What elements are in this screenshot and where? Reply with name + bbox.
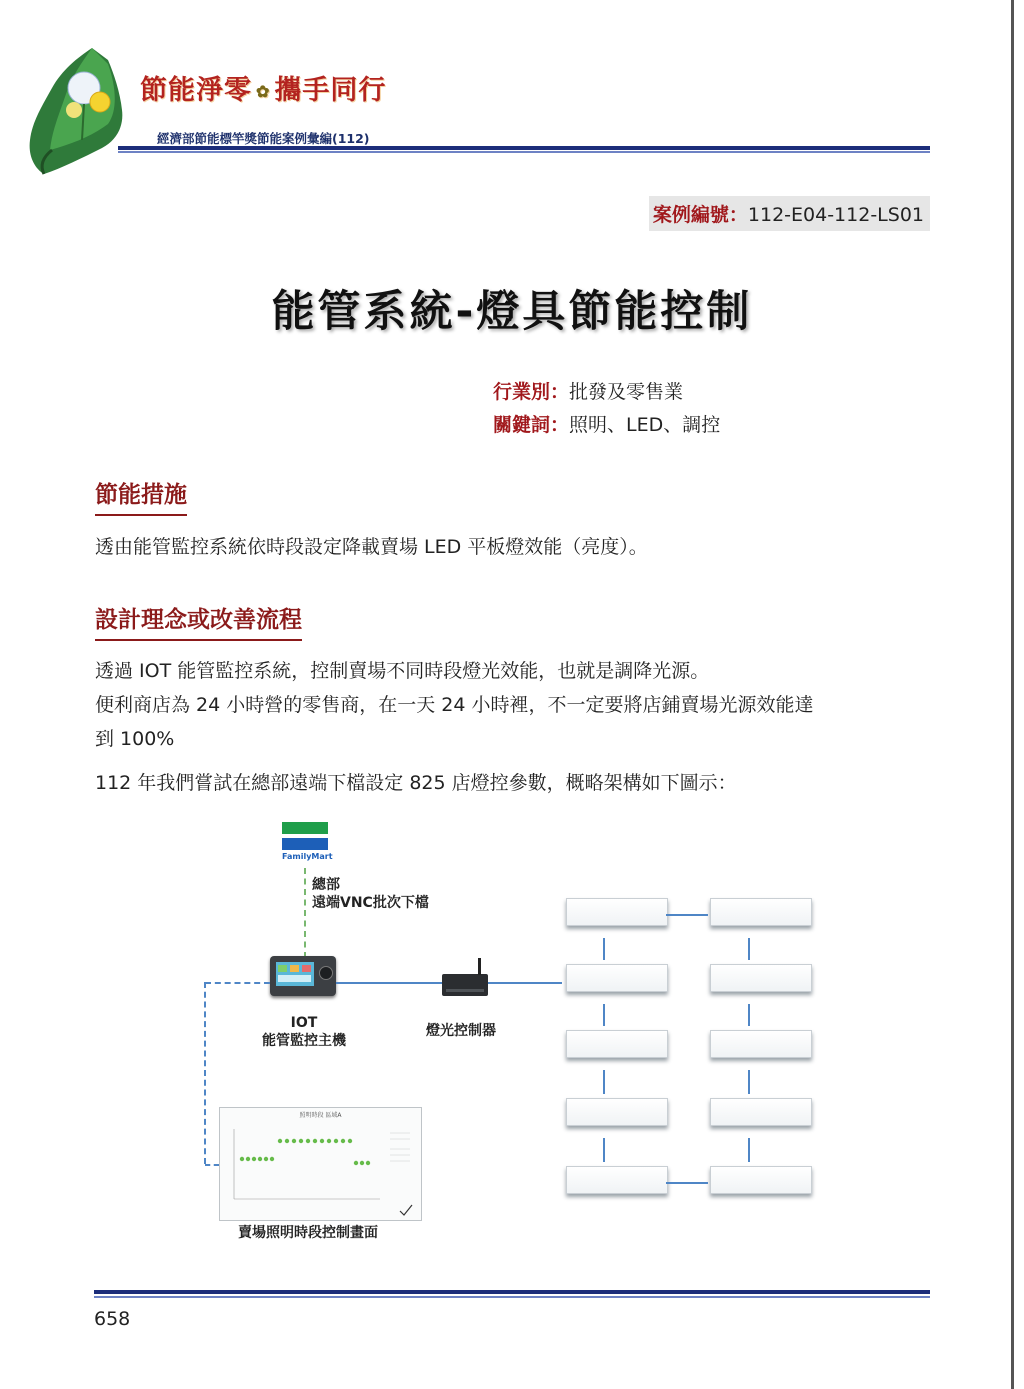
iot-label bbox=[255, 1014, 353, 1050]
panel-link bbox=[603, 1004, 605, 1026]
footer-rule bbox=[94, 1290, 930, 1294]
section-heading-design: 設計理念或改善流程 bbox=[95, 601, 302, 641]
document-title: 能管系統-燈具節能控制 bbox=[271, 287, 753, 337]
led-panel bbox=[566, 898, 666, 930]
header-rule-secondary bbox=[118, 151, 930, 153]
header-title-right: 攜手同行 bbox=[274, 75, 387, 106]
control-screen-title: 照明時段 區域A bbox=[299, 1112, 342, 1119]
taiwan-dandelion-logo bbox=[22, 40, 162, 180]
led-panel bbox=[710, 1166, 810, 1198]
header-title-left: 節能淨零 bbox=[140, 75, 252, 106]
familymart-logo bbox=[282, 822, 333, 866]
keywords-value: 照明、LED、調控 bbox=[569, 414, 721, 436]
antenna-icon bbox=[478, 958, 481, 975]
led-panel bbox=[566, 1030, 666, 1062]
led-panel bbox=[566, 1098, 666, 1130]
industry-line bbox=[493, 377, 683, 404]
measures-body: 透由能管監控系統依時段設定降載賣場 LED 平板燈效能（亮度）。 bbox=[95, 536, 648, 558]
iot-label-line1: IOT bbox=[290, 1015, 318, 1031]
host-screen-link-vertical bbox=[204, 982, 206, 1164]
case-number-box bbox=[649, 196, 930, 231]
controller-panels-link bbox=[488, 982, 562, 984]
led-panel bbox=[566, 964, 666, 996]
design-line-2: 便利商店為 24 小時營的零售商，在一天 24 小時裡，不一定要將店鋪賣場光源效能達 bbox=[95, 694, 814, 716]
iot-host-device bbox=[270, 956, 336, 996]
speaker-icon bbox=[319, 966, 333, 980]
panel-link bbox=[603, 938, 605, 960]
header-subtitle: 經濟部節能標竿獎節能案例彙編(112) bbox=[157, 131, 370, 146]
design-line-1: 透過 IOT 能管監控系統，控制賣場不同時段燈光效能，也就是調降光源。 bbox=[95, 660, 710, 682]
host-controller-link bbox=[336, 982, 442, 984]
familymart-logo-text: FamilyMart bbox=[282, 852, 333, 861]
hq-label bbox=[312, 876, 429, 912]
footer-rule-secondary bbox=[94, 1296, 930, 1298]
keywords-label: 關鍵詞： bbox=[493, 414, 570, 436]
page-edge bbox=[1011, 0, 1014, 1389]
flower-divider-icon: ✿ bbox=[256, 82, 271, 101]
host-screen-link-bottom bbox=[205, 1164, 219, 1166]
design-line-4: 112 年我們嘗試在總部遠端下檔設定 825 店燈控參數，概略架構如下圖示： bbox=[95, 772, 737, 794]
panel-link bbox=[748, 1138, 750, 1162]
led-panel bbox=[710, 1098, 810, 1130]
panel-link bbox=[666, 914, 708, 916]
control-screen bbox=[219, 1107, 422, 1221]
led-panel bbox=[710, 964, 810, 996]
section-heading-measures: 節能措施 bbox=[95, 476, 187, 516]
page-number: 658 bbox=[94, 1308, 131, 1330]
panel-link bbox=[666, 1182, 708, 1184]
iot-label-line2: 能管監控主機 bbox=[262, 1033, 346, 1049]
design-line-3: 到 100% bbox=[95, 728, 175, 750]
panel-link bbox=[748, 1004, 750, 1026]
case-number-value: 112-E04-112-LS01 bbox=[747, 204, 924, 226]
header-title bbox=[140, 68, 386, 107]
led-panel bbox=[710, 1030, 810, 1062]
panel-link bbox=[603, 1138, 605, 1162]
control-screen-caption: 賣場照明時段控制畫面 bbox=[238, 1225, 378, 1241]
hq-label-line1: 總部 bbox=[312, 877, 340, 893]
case-number-label: 案例編號： bbox=[652, 204, 748, 226]
host-screen-link-top bbox=[205, 982, 270, 984]
led-panel bbox=[710, 898, 810, 930]
header-rule bbox=[118, 146, 930, 150]
industry-value: 批發及零售業 bbox=[569, 381, 684, 403]
panel-link bbox=[603, 1070, 605, 1094]
hq-link bbox=[304, 868, 306, 958]
panel-link bbox=[748, 1070, 750, 1094]
control-screen-chart bbox=[220, 1119, 421, 1219]
industry-label: 行業別： bbox=[493, 381, 570, 403]
controller-label: 燈光控制器 bbox=[426, 1023, 496, 1039]
light-controller-device bbox=[442, 974, 488, 996]
keywords-line bbox=[493, 410, 720, 437]
panel-link bbox=[748, 938, 750, 960]
hq-label-line2: 遠端VNC批次下檔 bbox=[312, 895, 429, 911]
led-panel bbox=[566, 1166, 666, 1198]
